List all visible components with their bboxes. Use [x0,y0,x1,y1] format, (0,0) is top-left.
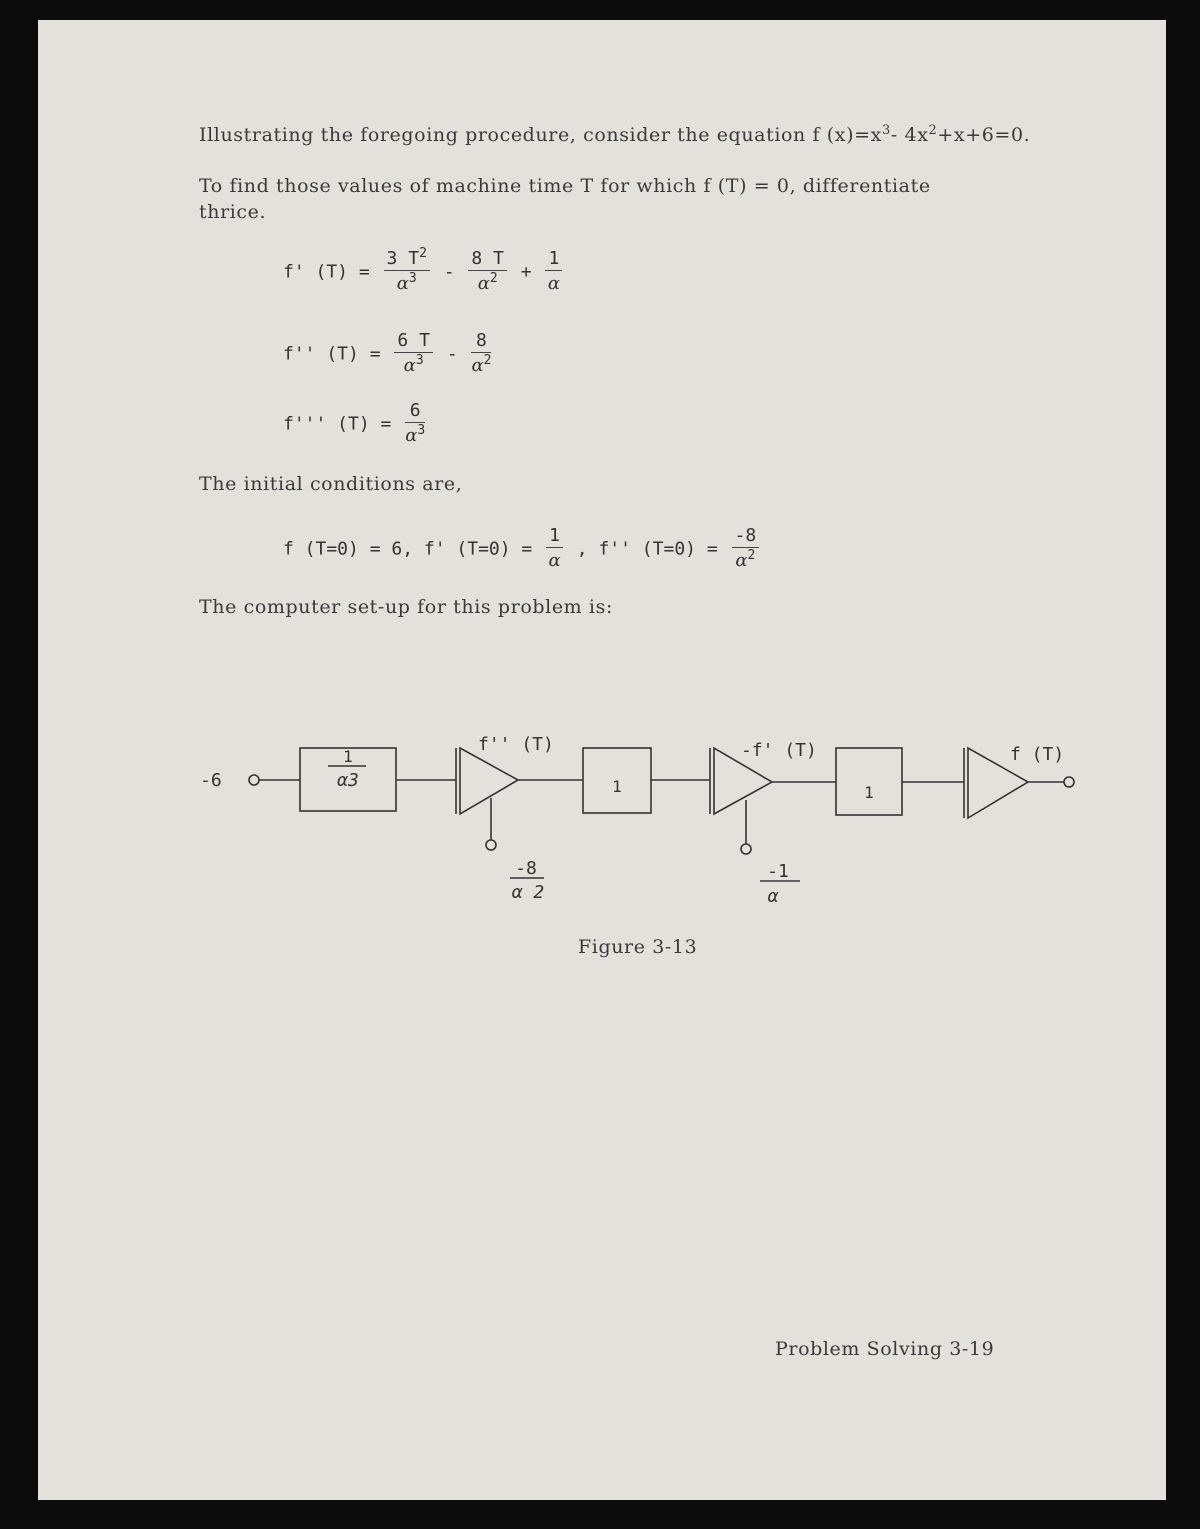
input-value-label: -6 [200,770,222,791]
box3-label: 1 [864,783,874,802]
box1-numerator: 1 [343,747,353,766]
fraction: $\frac{6}{\alpha^3}$ [405,400,426,446]
amp1-ic-denominator: α 2 [511,882,545,903]
output-terminal [1064,777,1074,787]
integrator-amplifier-1 [460,748,518,814]
paragraph-intro: Illustrating the foregoing procedure, consider the equation f $(x)=x^3-$ $4x^2+x+6=0$. [199,123,1031,146]
equation-initial-conditions: f (T=0) = 6, f' (T=0) = $\frac{1}{\alpha}$ , f'' (T=0) = $\frac{-8}{\alpha^2}$ [283,525,762,574]
fraction: $\frac{1}{\alpha}$ [545,248,562,297]
amp2-ic-denominator: α [767,886,779,907]
ic-terminal-2 [741,844,751,854]
coefficient-box-3 [836,748,902,815]
input-terminal [249,775,259,785]
fraction: $\frac{-8}{\alpha^2}$ [732,525,760,574]
box2-label: 1 [612,777,622,796]
amp1-ic-numerator: -8 [515,858,537,879]
fraction: $\frac{6 T}{\alpha^3}$ [394,330,433,379]
fraction: $\frac{3 T^2}{\alpha^3}$ [384,248,430,297]
paragraph-initial-conditions: The initial conditions are, [199,473,463,495]
amp1-output-label: f'' (T) [478,734,554,755]
document-page [38,20,1166,1500]
amp2-output-label: -f' (T) [741,740,817,761]
page-footer: Problem Solving 3-19 [775,1338,995,1360]
fraction: $\frac{8}{\alpha^2}$ [471,330,492,376]
fraction: $\frac{8 T}{\alpha^2}$ [468,248,507,297]
amp2-ic-numerator: -1 [767,861,789,882]
box1-denominator: α3 [337,770,359,791]
amp3-output-label: f (T) [1010,744,1065,765]
equation-first-derivative: f' (T) = $\frac{3 T^2}{\alpha^3}$ - $\frac{8 T}{\alpha^2}$ + $\frac{1}{\alpha}$ [283,248,565,297]
paragraph-differentiate: To find those values of machine time T for which f (T) = 0, differentiate [199,175,931,197]
paragraph-computer-setup: The computer set-up for this problem is: [199,596,613,618]
paragraph-differentiate-cont: thrice. [199,201,267,223]
equation-second-derivative: f'' (T) = $\frac{6 T}{\alpha^3}$ - $\frac{8}{\alpha^2}$ [283,330,494,379]
figure-caption: Figure 3-13 [578,936,698,958]
analog-computer-diagram [188,720,1108,920]
fraction: $\frac{1}{\alpha}$ [546,525,563,574]
equation-third-derivative: f''' (T) = $\frac{6}{\alpha^3}$ [283,400,428,449]
ic-terminal-1 [486,840,496,850]
